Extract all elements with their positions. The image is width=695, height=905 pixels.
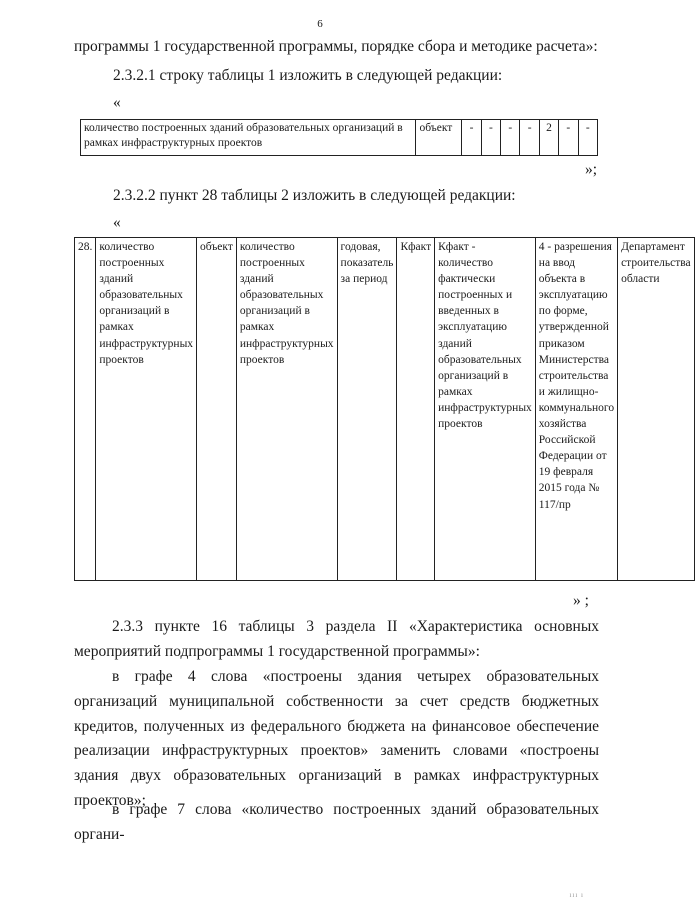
- table2-cell-source: 4 - разрешения на ввод объекта в эксплуатацию по форме, утвержденной приказом Министерства строительства и жилищно-коммунального хозяйства Российской Федерации от 19 февраля 2015 года № 117/пр: [535, 238, 617, 581]
- table-1-row: [80, 119, 598, 156]
- table1-unit: объект: [416, 120, 462, 156]
- table1-value: -: [559, 120, 578, 156]
- paragraph-column-4: в графе 4 слова «построены здания четырех образовательных организаций муниципальной собственности за счет средств бюджетных кредитов, полученных из федерального бюджета на финансовое обеспечение реализации инфраструктурных проектов» заменить словами «построены здания двух образовательных организаций в рамках инфраструктурных проектов»;: [74, 668, 599, 809]
- table2-cell-periodicity: годовая, показатель за период: [337, 238, 397, 581]
- text-line-item-2-3-2-2: 2.3.2.2 пункт 28 таблицы 2 изложить в следующей редакции:: [113, 187, 516, 204]
- table2-cell-formula: Кфакт: [397, 238, 435, 581]
- table-2-row: [74, 237, 695, 581]
- quote-open-1: «: [113, 94, 121, 111]
- quote-close-1: »;: [585, 161, 598, 178]
- quote-open-2: «: [113, 214, 121, 231]
- table1-value: -: [481, 120, 500, 156]
- paragraph-2-3-3: 2.3.3 пункте 16 таблицы 3 раздела II «Характеристика основных мероприятий подпрограммы 1 государственной программы»:: [74, 618, 599, 660]
- table2-cell-definition: количество построенных зданий образовательных организаций в рамках инфраструктурных проектов: [236, 238, 337, 581]
- table-row: [81, 120, 598, 156]
- table2-cell-responsible: Департамент строительства области: [618, 238, 695, 581]
- footer-mark: ııı ı: [569, 891, 584, 899]
- table1-value: -: [578, 120, 597, 156]
- quote-close-2: » ;: [573, 592, 589, 609]
- table2-cell-unit: объект: [197, 238, 237, 581]
- table2-cell-formula-description: Кфакт - количество фактически построенных и введенных в эксплуатацию зданий образовательных организаций в рамках инфраструктурных проектов: [435, 238, 536, 581]
- table1-value: -: [501, 120, 520, 156]
- table1-indicator-name: количество построенных зданий образовательных организаций в рамках инфраструктурных проектов: [81, 120, 416, 156]
- table-row: [75, 238, 695, 581]
- page-number: 6: [317, 18, 323, 30]
- table2-cell-name: количество построенных зданий образовательных организаций в рамках инфраструктурных проектов: [96, 238, 197, 581]
- text-line-item-2-3-2-1: 2.3.2.1 строку таблицы 1 изложить в следующей редакции:: [113, 67, 503, 84]
- table2-cell-number: 28.: [75, 238, 96, 581]
- table1-value: -: [462, 120, 481, 156]
- table1-value: 2: [539, 120, 558, 156]
- paragraph-column-7: в графе 7 слова «количество построенных зданий образовательных органи-: [74, 801, 599, 843]
- text-line-continuation: программы 1 государственной программы, порядке сбора и методике расчета»:: [74, 38, 598, 55]
- table1-value: -: [520, 120, 539, 156]
